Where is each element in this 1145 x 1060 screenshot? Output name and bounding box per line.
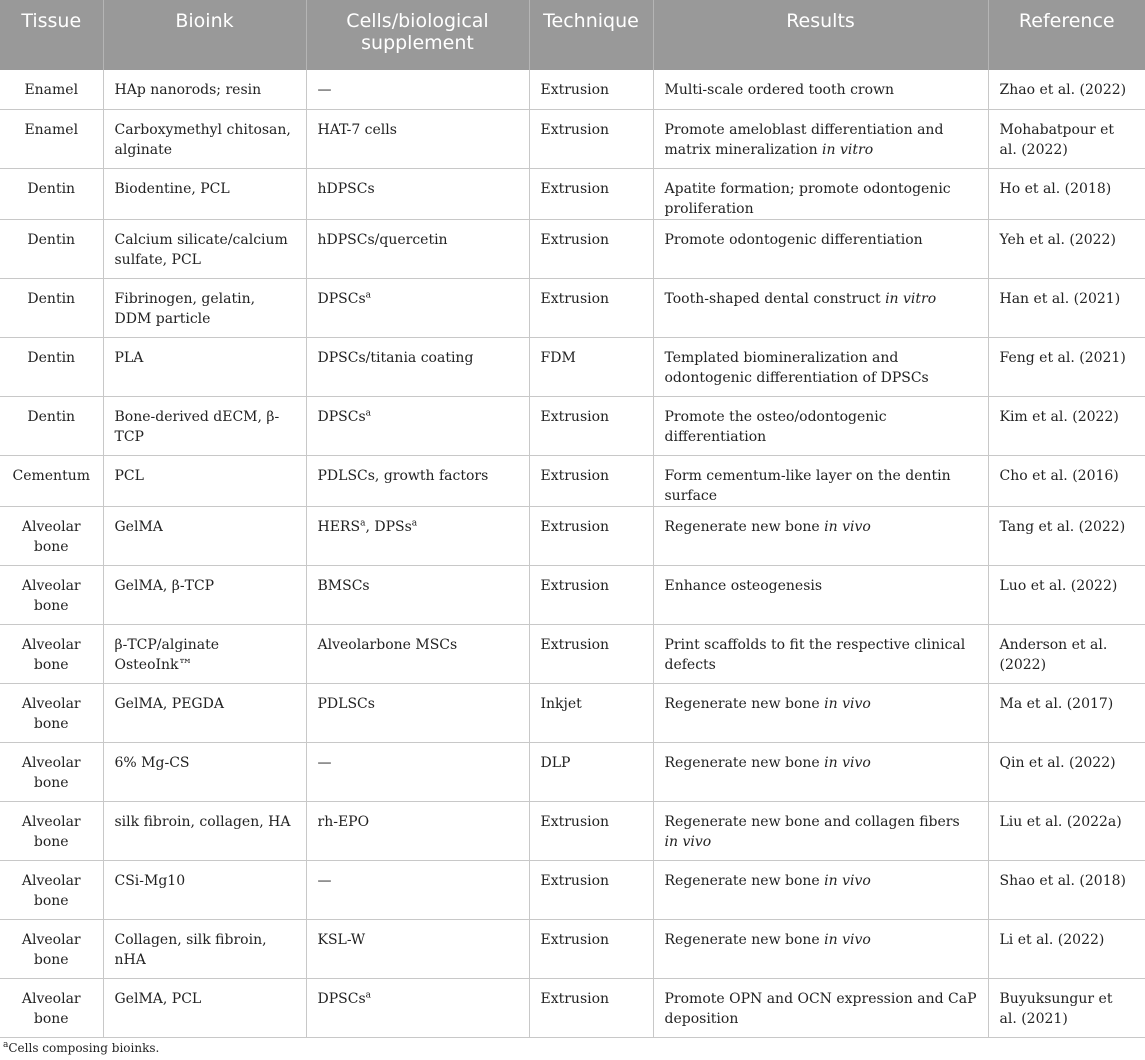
header-tissue: Tissue bbox=[0, 0, 103, 70]
cell-reference bbox=[988, 396, 1145, 455]
cell-tissue bbox=[0, 109, 103, 168]
table-row bbox=[0, 278, 1145, 337]
tissue-text: Dentin bbox=[27, 231, 76, 248]
results-text: Tooth-shaped dental construct bbox=[664, 290, 886, 307]
cell-tissue bbox=[0, 978, 103, 1037]
footnote-mark: a bbox=[411, 517, 418, 528]
table-row bbox=[0, 168, 1145, 219]
bioink-text: Fibrinogen, gelatin, DDM particle bbox=[114, 290, 256, 327]
cell-cells bbox=[306, 506, 529, 565]
table-row bbox=[0, 624, 1145, 683]
cell-results bbox=[653, 219, 988, 278]
cell-cells bbox=[306, 219, 529, 278]
table-row bbox=[0, 337, 1145, 396]
technique-text: Extrusion bbox=[540, 636, 610, 653]
cell-tissue bbox=[0, 742, 103, 801]
cell-tissue bbox=[0, 455, 103, 506]
cell-cells bbox=[306, 860, 529, 919]
cell-tissue bbox=[0, 337, 103, 396]
technique-text: FDM bbox=[540, 349, 576, 366]
results-text: Regenerate new bone bbox=[664, 695, 825, 712]
cell-technique bbox=[529, 565, 653, 624]
bioink-text: GelMA, β-TCP bbox=[114, 577, 215, 594]
bioink-text: GelMA bbox=[114, 518, 163, 535]
cell-reference bbox=[988, 565, 1145, 624]
table-row bbox=[0, 919, 1145, 978]
results-italic-text: in vivo bbox=[824, 872, 871, 889]
tissue-text: Dentin bbox=[27, 349, 76, 366]
technique-text: Extrusion bbox=[540, 467, 610, 484]
cell-tissue bbox=[0, 506, 103, 565]
results-text: Regenerate new bone bbox=[664, 754, 825, 771]
cell-reference bbox=[988, 70, 1145, 109]
bioink-text: PLA bbox=[114, 349, 144, 366]
cells-text: hDPSCs/quercetin bbox=[317, 231, 448, 248]
cell-bioink bbox=[103, 860, 306, 919]
cell-tissue bbox=[0, 565, 103, 624]
tissue-text: Alveolar bone bbox=[21, 872, 81, 909]
results-italic-text: in vitro bbox=[885, 290, 937, 307]
tissue-text: Alveolar bone bbox=[21, 577, 81, 614]
cell-results bbox=[653, 168, 988, 219]
cell-tissue bbox=[0, 70, 103, 109]
tissue-text: Alveolar bone bbox=[21, 518, 81, 555]
cell-reference bbox=[988, 683, 1145, 742]
cell-reference bbox=[988, 978, 1145, 1037]
cell-technique bbox=[529, 337, 653, 396]
reference-text: Feng et al. (2021) bbox=[999, 349, 1126, 366]
cell-technique bbox=[529, 742, 653, 801]
tissue-text: Alveolar bone bbox=[21, 695, 81, 732]
cell-bioink bbox=[103, 337, 306, 396]
cell-cells bbox=[306, 683, 529, 742]
header-technique: Technique bbox=[529, 0, 653, 70]
cell-cells bbox=[306, 168, 529, 219]
results-text: Multi-scale ordered tooth crown bbox=[664, 82, 895, 98]
table-row bbox=[0, 70, 1145, 109]
header-cells: Cells/biological supplement bbox=[306, 0, 529, 70]
reference-text: Han et al. (2021) bbox=[999, 290, 1121, 307]
technique-text: Extrusion bbox=[540, 82, 610, 98]
cell-reference bbox=[988, 168, 1145, 219]
bioink-text: silk fibroin, collagen, HA bbox=[114, 813, 291, 830]
table-row bbox=[0, 506, 1145, 565]
cells-text: BMSCs bbox=[317, 577, 370, 594]
table-row bbox=[0, 455, 1145, 506]
footnote-mark: a bbox=[3, 1040, 9, 1050]
technique-text: Extrusion bbox=[540, 990, 610, 1007]
reference-text: Shao et al. (2018) bbox=[999, 872, 1126, 889]
tissue-text: Alveolar bone bbox=[21, 813, 81, 850]
technique-text: Extrusion bbox=[540, 290, 610, 307]
cell-results bbox=[653, 278, 988, 337]
technique-text: Extrusion bbox=[540, 813, 610, 830]
table-row bbox=[0, 742, 1145, 801]
cells-text: PDLSCs bbox=[317, 695, 375, 712]
cell-reference bbox=[988, 742, 1145, 801]
cell-results bbox=[653, 742, 988, 801]
cell-technique bbox=[529, 168, 653, 219]
technique-text: Extrusion bbox=[540, 577, 610, 594]
cell-cells bbox=[306, 278, 529, 337]
cell-bioink bbox=[103, 742, 306, 801]
table-row bbox=[0, 978, 1145, 1037]
cells-text: — bbox=[317, 754, 332, 771]
cell-technique bbox=[529, 109, 653, 168]
cell-bioink bbox=[103, 801, 306, 860]
cells-text: DPSCs/titania coating bbox=[317, 349, 474, 366]
technique-text: Extrusion bbox=[540, 408, 610, 425]
cell-bioink bbox=[103, 396, 306, 455]
reference-text: Buyuksungur et al. (2021) bbox=[999, 990, 1113, 1027]
cells-text: hDPSCs bbox=[317, 180, 375, 197]
technique-text: Extrusion bbox=[540, 121, 610, 138]
cell-cells bbox=[306, 919, 529, 978]
cell-cells bbox=[306, 70, 529, 109]
cell-reference bbox=[988, 624, 1145, 683]
cell-bioink bbox=[103, 219, 306, 278]
cell-cells bbox=[306, 742, 529, 801]
cell-tissue bbox=[0, 860, 103, 919]
results-text: Apatite formation; promote odontogenic proliferation bbox=[664, 180, 951, 217]
cell-cells bbox=[306, 978, 529, 1037]
reference-text: Luo et al. (2022) bbox=[999, 577, 1118, 594]
results-italic-text: in vivo bbox=[664, 833, 712, 850]
cells-text: PDLSCs, growth factors bbox=[317, 467, 489, 484]
footnote-mark: a bbox=[365, 989, 372, 1000]
results-italic-text: in vitro bbox=[822, 141, 874, 158]
cell-reference bbox=[988, 278, 1145, 337]
bioink-text: HAp nanorods; resin bbox=[114, 82, 262, 98]
cell-technique bbox=[529, 219, 653, 278]
footnote-mark: a bbox=[365, 407, 372, 418]
cell-results bbox=[653, 860, 988, 919]
cell-technique bbox=[529, 455, 653, 506]
technique-text: Extrusion bbox=[540, 180, 610, 197]
tissue-text: Enamel bbox=[24, 82, 79, 98]
cell-technique bbox=[529, 860, 653, 919]
results-italic-text: in vivo bbox=[824, 695, 871, 712]
bioink-text: Biodentine, PCL bbox=[114, 180, 230, 197]
cell-reference bbox=[988, 337, 1145, 396]
bioink-text: 6% Mg-CS bbox=[114, 754, 190, 771]
reference-text: Cho et al. (2016) bbox=[999, 467, 1119, 484]
results-italic-text: in vivo bbox=[824, 931, 871, 948]
tissue-text: Dentin bbox=[27, 408, 76, 425]
header-reference: Reference bbox=[988, 0, 1145, 70]
results-text: Regenerate new bone and collagen fibers bbox=[664, 813, 960, 830]
cell-technique bbox=[529, 396, 653, 455]
cell-tissue bbox=[0, 219, 103, 278]
cell-bioink bbox=[103, 565, 306, 624]
cell-results bbox=[653, 337, 988, 396]
technique-text: Extrusion bbox=[540, 231, 610, 248]
cell-cells bbox=[306, 565, 529, 624]
cell-cells bbox=[306, 396, 529, 455]
cell-results bbox=[653, 978, 988, 1037]
results-text: Regenerate new bone bbox=[664, 518, 825, 535]
reference-text: Kim et al. (2022) bbox=[999, 408, 1119, 425]
cell-results bbox=[653, 624, 988, 683]
reference-text: Anderson et al. (2022) bbox=[999, 636, 1108, 673]
cell-technique bbox=[529, 70, 653, 109]
cells-text: DPSCs bbox=[317, 990, 366, 1007]
results-italic-text: in vivo bbox=[824, 518, 871, 535]
cell-technique bbox=[529, 278, 653, 337]
cell-reference bbox=[988, 109, 1145, 168]
cell-results bbox=[653, 455, 988, 506]
cell-cells bbox=[306, 801, 529, 860]
reference-text: Tang et al. (2022) bbox=[999, 518, 1126, 535]
cell-bioink bbox=[103, 168, 306, 219]
cell-cells bbox=[306, 624, 529, 683]
cell-tissue bbox=[0, 624, 103, 683]
results-text: Promote the osteo/odontogenic differentiation bbox=[664, 408, 887, 445]
table-header bbox=[0, 0, 1145, 70]
table-body bbox=[0, 70, 1145, 1037]
bioink-text: Collagen, silk fibroin, nHA bbox=[114, 931, 267, 968]
cell-tissue bbox=[0, 801, 103, 860]
bioink-text: Bone-derived dECM, β-TCP bbox=[114, 408, 280, 445]
table-row bbox=[0, 219, 1145, 278]
table-row bbox=[0, 109, 1145, 168]
tissue-text: Alveolar bone bbox=[21, 754, 81, 791]
cell-results bbox=[653, 506, 988, 565]
table-row bbox=[0, 683, 1145, 742]
cell-results bbox=[653, 396, 988, 455]
cell-cells bbox=[306, 337, 529, 396]
cells-text: HERS bbox=[317, 518, 361, 535]
bioink-text: β-TCP/alginate OsteoInk™ bbox=[114, 636, 220, 673]
cell-bioink bbox=[103, 278, 306, 337]
footnote-text: Cells composing bioinks. bbox=[8, 1041, 160, 1055]
cell-results bbox=[653, 70, 988, 109]
cell-reference bbox=[988, 860, 1145, 919]
cell-bioink bbox=[103, 506, 306, 565]
cell-bioink bbox=[103, 919, 306, 978]
table-row bbox=[0, 860, 1145, 919]
results-text: Promote ameloblast differentiation and matrix mineralization bbox=[664, 121, 944, 158]
results-text: Print scaffolds to fit the respective clinical defects bbox=[664, 636, 966, 673]
results-text: Enhance osteogenesis bbox=[664, 577, 823, 594]
results-text: Form cementum-like layer on the dentin surface bbox=[664, 467, 951, 504]
bioink-text: CSi-Mg10 bbox=[114, 872, 186, 889]
technique-text: Inkjet bbox=[540, 695, 582, 712]
cell-technique bbox=[529, 624, 653, 683]
cell-technique bbox=[529, 978, 653, 1037]
cell-results bbox=[653, 919, 988, 978]
cell-reference bbox=[988, 919, 1145, 978]
cell-results bbox=[653, 683, 988, 742]
technique-text: Extrusion bbox=[540, 872, 610, 889]
tissue-text: Alveolar bone bbox=[21, 636, 81, 673]
bioink-text: GelMA, PCL bbox=[114, 990, 202, 1007]
cells-text: — bbox=[317, 872, 332, 889]
cell-reference bbox=[988, 219, 1145, 278]
technique-text: Extrusion bbox=[540, 931, 610, 948]
results-italic-text: in vivo bbox=[824, 754, 871, 771]
cells-text: — bbox=[317, 82, 332, 98]
cell-results bbox=[653, 801, 988, 860]
technique-text: DLP bbox=[540, 754, 571, 771]
cell-technique bbox=[529, 919, 653, 978]
header-bioink: Bioink bbox=[103, 0, 306, 70]
cells-text: HAT-7 cells bbox=[317, 121, 397, 138]
tissue-text: Dentin bbox=[27, 290, 76, 307]
cell-results bbox=[653, 109, 988, 168]
footnote-mark: a bbox=[365, 289, 372, 300]
cells-text: rh-EPO bbox=[317, 813, 370, 830]
cell-tissue bbox=[0, 168, 103, 219]
cell-bioink bbox=[103, 624, 306, 683]
reference-text: Liu et al. (2022a) bbox=[999, 813, 1122, 830]
tissue-text: Alveolar bone bbox=[21, 931, 81, 968]
bioink-text: Calcium silicate/calcium sulfate, PCL bbox=[114, 231, 288, 268]
cell-technique bbox=[529, 506, 653, 565]
cells-text-extra: , DPSs bbox=[365, 518, 412, 535]
results-text: Promote OPN and OCN expression and CaP deposition bbox=[664, 990, 977, 1027]
cell-cells bbox=[306, 109, 529, 168]
results-text: Templated biomineralization and odontogenic differentiation of DPSCs bbox=[664, 349, 929, 386]
cell-technique bbox=[529, 683, 653, 742]
cells-text: Alveolarbone MSCs bbox=[317, 636, 458, 653]
cell-bioink bbox=[103, 683, 306, 742]
header-row bbox=[0, 0, 1145, 70]
technique-text: Extrusion bbox=[540, 518, 610, 535]
cell-tissue bbox=[0, 396, 103, 455]
tissue-text: Dentin bbox=[27, 180, 76, 197]
table-row bbox=[0, 565, 1145, 624]
footnote-mark: a bbox=[360, 517, 366, 528]
tissue-text: Enamel bbox=[24, 121, 79, 138]
cell-technique bbox=[529, 801, 653, 860]
cell-reference bbox=[988, 801, 1145, 860]
table-row bbox=[0, 396, 1145, 455]
results-text: Regenerate new bone bbox=[664, 931, 825, 948]
cell-tissue bbox=[0, 683, 103, 742]
table-footnote bbox=[3, 1041, 159, 1055]
cells-text: KSL-W bbox=[317, 931, 366, 948]
cell-bioink bbox=[103, 109, 306, 168]
cell-bioink bbox=[103, 978, 306, 1037]
cells-text: DPSCs bbox=[317, 408, 366, 425]
cells-text: DPSCs bbox=[317, 290, 366, 307]
bioink-text: PCL bbox=[114, 467, 144, 484]
tissue-text: Alveolar bone bbox=[21, 990, 81, 1027]
results-text: Promote odontogenic differentiation bbox=[664, 231, 923, 248]
cell-bioink bbox=[103, 455, 306, 506]
tissue-text: Cementum bbox=[12, 467, 90, 484]
results-text: Regenerate new bone bbox=[664, 872, 825, 889]
reference-text: Li et al. (2022) bbox=[999, 931, 1105, 948]
cell-results bbox=[653, 565, 988, 624]
bioink-text: GelMA, PEGDA bbox=[114, 695, 224, 712]
reference-text: Mohabatpour et al. (2022) bbox=[999, 121, 1115, 158]
header-results: Results bbox=[653, 0, 988, 70]
cell-cells bbox=[306, 455, 529, 506]
table-row bbox=[0, 801, 1145, 860]
cell-tissue bbox=[0, 278, 103, 337]
cell-bioink bbox=[103, 70, 306, 109]
cell-reference bbox=[988, 506, 1145, 565]
cell-reference bbox=[988, 455, 1145, 506]
reference-text: Qin et al. (2022) bbox=[999, 754, 1116, 771]
cell-tissue bbox=[0, 919, 103, 978]
reference-text: Yeh et al. (2022) bbox=[999, 231, 1116, 248]
bioink-text: Carboxymethyl chitosan, alginate bbox=[114, 121, 291, 158]
reference-text: Ho et al. (2018) bbox=[999, 180, 1112, 197]
reference-text: Zhao et al. (2022) bbox=[999, 82, 1127, 98]
reference-text: Ma et al. (2017) bbox=[999, 695, 1114, 712]
